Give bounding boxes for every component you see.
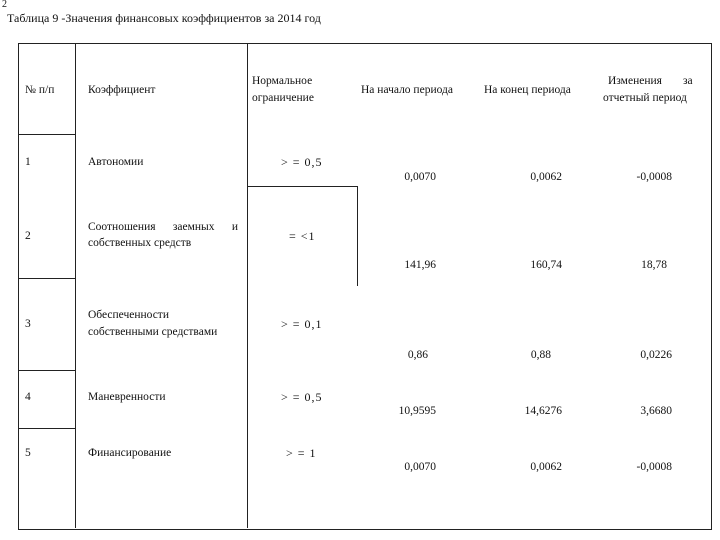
start-value: 0,0070: [404, 171, 436, 183]
header-norm-line1: Нормальное: [252, 75, 313, 87]
end-value: 0,0062: [530, 461, 562, 473]
page-marker: 2: [2, 0, 7, 10]
header-coefficient: Коэффициент: [88, 84, 156, 96]
start-value: 0,0070: [404, 461, 436, 473]
row-number: 1: [25, 156, 31, 168]
header-end: На конец периода: [484, 84, 571, 96]
change-value: 18,78: [641, 259, 667, 271]
end-value: 14,6276: [524, 405, 562, 417]
norm-value: > = 0,5: [281, 390, 323, 404]
coefficient-name-line2: собственных средств: [88, 237, 192, 249]
norm-value: > = 0,1: [281, 317, 323, 331]
coefficient-name: Финансирование: [88, 447, 172, 459]
row-number: 3: [25, 318, 31, 330]
table-caption: Таблица 9 -Значения финансовых коэффициентов за 2014 год: [7, 11, 321, 25]
column-divider: [357, 186, 358, 286]
row-divider: [247, 186, 358, 187]
header-change-line1b: за: [683, 75, 693, 87]
header-number: № п/п: [25, 84, 55, 96]
change-value: 3,6680: [640, 405, 672, 417]
coefficient-name: Автономии: [88, 156, 144, 168]
column-divider: [75, 43, 76, 528]
coefficient-name-line2: собственными средствами: [88, 326, 218, 338]
change-value: -0,0008: [636, 461, 672, 473]
end-value: 0,88: [530, 349, 551, 361]
change-value: -0,0008: [636, 171, 672, 183]
norm-value: = <1: [289, 229, 316, 243]
header-norm-line2: ограничение: [252, 92, 314, 104]
header-change-line1a: Изменения: [608, 75, 662, 87]
end-value: 0,0062: [530, 171, 562, 183]
row-number: 5: [25, 447, 31, 459]
column-divider: [247, 43, 248, 528]
row-divider: [18, 428, 76, 429]
norm-value: > = 1: [286, 446, 317, 460]
norm-value: > = 0,5: [281, 155, 323, 169]
start-value: 0,86: [407, 349, 428, 361]
row-number: 4: [25, 391, 31, 403]
header-start: На начало периода: [361, 84, 453, 96]
start-value: 10,9595: [398, 405, 436, 417]
end-value: 160,74: [530, 259, 562, 271]
header-change-line2: отчетный период: [603, 92, 687, 104]
row-divider: [18, 278, 76, 279]
row-divider: [18, 370, 76, 371]
start-value: 141,96: [404, 259, 436, 271]
coefficient-name: Обеспеченности: [88, 309, 169, 321]
coefficient-name: Соотношения заемных и: [88, 221, 238, 233]
row-number: 2: [25, 230, 31, 242]
coefficient-name: Маневренности: [88, 391, 166, 403]
change-value: 0,0226: [640, 349, 672, 361]
row-divider: [18, 134, 76, 135]
